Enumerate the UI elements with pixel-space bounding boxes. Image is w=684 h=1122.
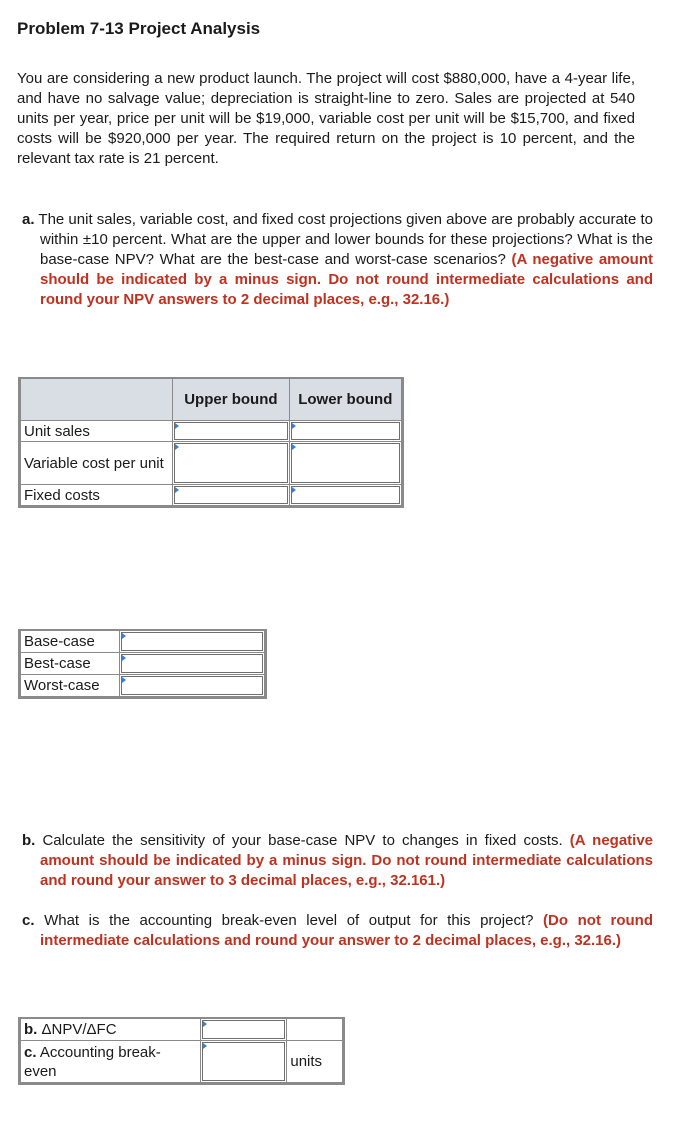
fixed-costs-upper-input[interactable] <box>173 485 289 506</box>
bounds-header-blank <box>20 379 173 421</box>
question-c <box>22 911 653 951</box>
delta-npv-units-blank <box>287 1019 343 1041</box>
question-b-label: b. <box>22 832 36 849</box>
worst-case-npv-input[interactable] <box>120 675 265 697</box>
input-marker-icon <box>203 1021 207 1027</box>
problem-intro: You are considering a new product launch. The project will cost $880,000, have a 4-year life, and have no salvage value; depreciation is straight-line to zero. Sales are projected at 540 units per year, price per unit will be $19,000, variable cost per unit will be $15,700, and fixed costs will be $920,000 per year. The required return on the project is 10 percent, and the relevant tax rate is 21 percent. <box>17 70 635 167</box>
npv-table <box>18 629 267 699</box>
input-marker-icon <box>292 444 296 450</box>
question-c-label: c. <box>22 912 35 929</box>
question-b-instruction: (A negative amount should be indicated by a minus sign. Do not round intermediate calculations and round your answer to 3 decimal places, e.g., 32.161.) <box>40 832 654 889</box>
input-marker-icon <box>175 487 179 493</box>
input-marker-icon <box>122 677 126 683</box>
variable-cost-upper-input[interactable] <box>173 442 289 485</box>
row-label-fixed-costs: Fixed costs <box>20 485 173 506</box>
input-marker-icon <box>292 423 296 429</box>
question-c-instruction: (Do not round intermediate calculations and round your answer to 2 decimal places, e.g., 32.16.) <box>40 912 654 949</box>
row-label-delta-npv: b. ΔNPV/ΔFC <box>20 1019 201 1041</box>
variable-cost-lower-input[interactable] <box>290 442 402 485</box>
row-label-accounting-break-even: c. Accounting break- even <box>20 1041 201 1083</box>
problem-title: Problem 7-13 Project Analysis <box>17 19 261 38</box>
question-a <box>22 210 653 310</box>
question-b <box>22 831 653 891</box>
input-marker-icon <box>122 655 126 661</box>
base-case-npv-input[interactable] <box>120 631 265 653</box>
question-a-text: The unit sales, variable cost, and fixed cost projections given above are probably accurate to within ±10 percent. What are the upper and lower bounds for these projections? What is the base-case NPV? What are the best-case and worst-case scenarios? <box>34 211 653 268</box>
accounting-break-even-input[interactable] <box>201 1041 287 1083</box>
question-c-text: What is the accounting break-even level of output for this project? <box>34 912 544 929</box>
header-upper-bound: Upper bound <box>173 379 289 421</box>
row-label-unit-sales: Unit sales <box>20 421 173 442</box>
input-marker-icon <box>175 444 179 450</box>
fixed-costs-lower-input[interactable] <box>290 485 402 506</box>
input-marker-icon <box>122 633 126 639</box>
row-label-worst-case: Worst-case <box>20 675 120 697</box>
best-case-npv-input[interactable] <box>120 653 265 675</box>
question-a-instruction: (A negative amount should be indicated by a minus sign. Do not round intermediate calculations and round your NPV answers to 2 decimal places, e.g., 32.16.) <box>40 251 653 308</box>
row-label-base-case: Base-case <box>20 631 120 653</box>
row-label-best-case: Best-case <box>20 653 120 675</box>
break-even-units-label: units <box>287 1041 343 1083</box>
input-marker-icon <box>203 1043 207 1049</box>
row-label-variable-cost: Variable cost per unit <box>20 442 173 485</box>
question-a-label: a. <box>22 211 35 228</box>
unit-sales-upper-input[interactable] <box>173 421 289 442</box>
question-b-text: Calculate the sensitivity of your base-case NPV to changes in fixed costs. <box>35 832 570 849</box>
input-marker-icon <box>175 423 179 429</box>
answer-table <box>18 1017 345 1085</box>
unit-sales-lower-input[interactable] <box>290 421 402 442</box>
bounds-table <box>18 377 404 508</box>
input-marker-icon <box>292 487 296 493</box>
header-lower-bound: Lower bound <box>290 379 402 421</box>
delta-npv-input[interactable] <box>201 1019 287 1041</box>
